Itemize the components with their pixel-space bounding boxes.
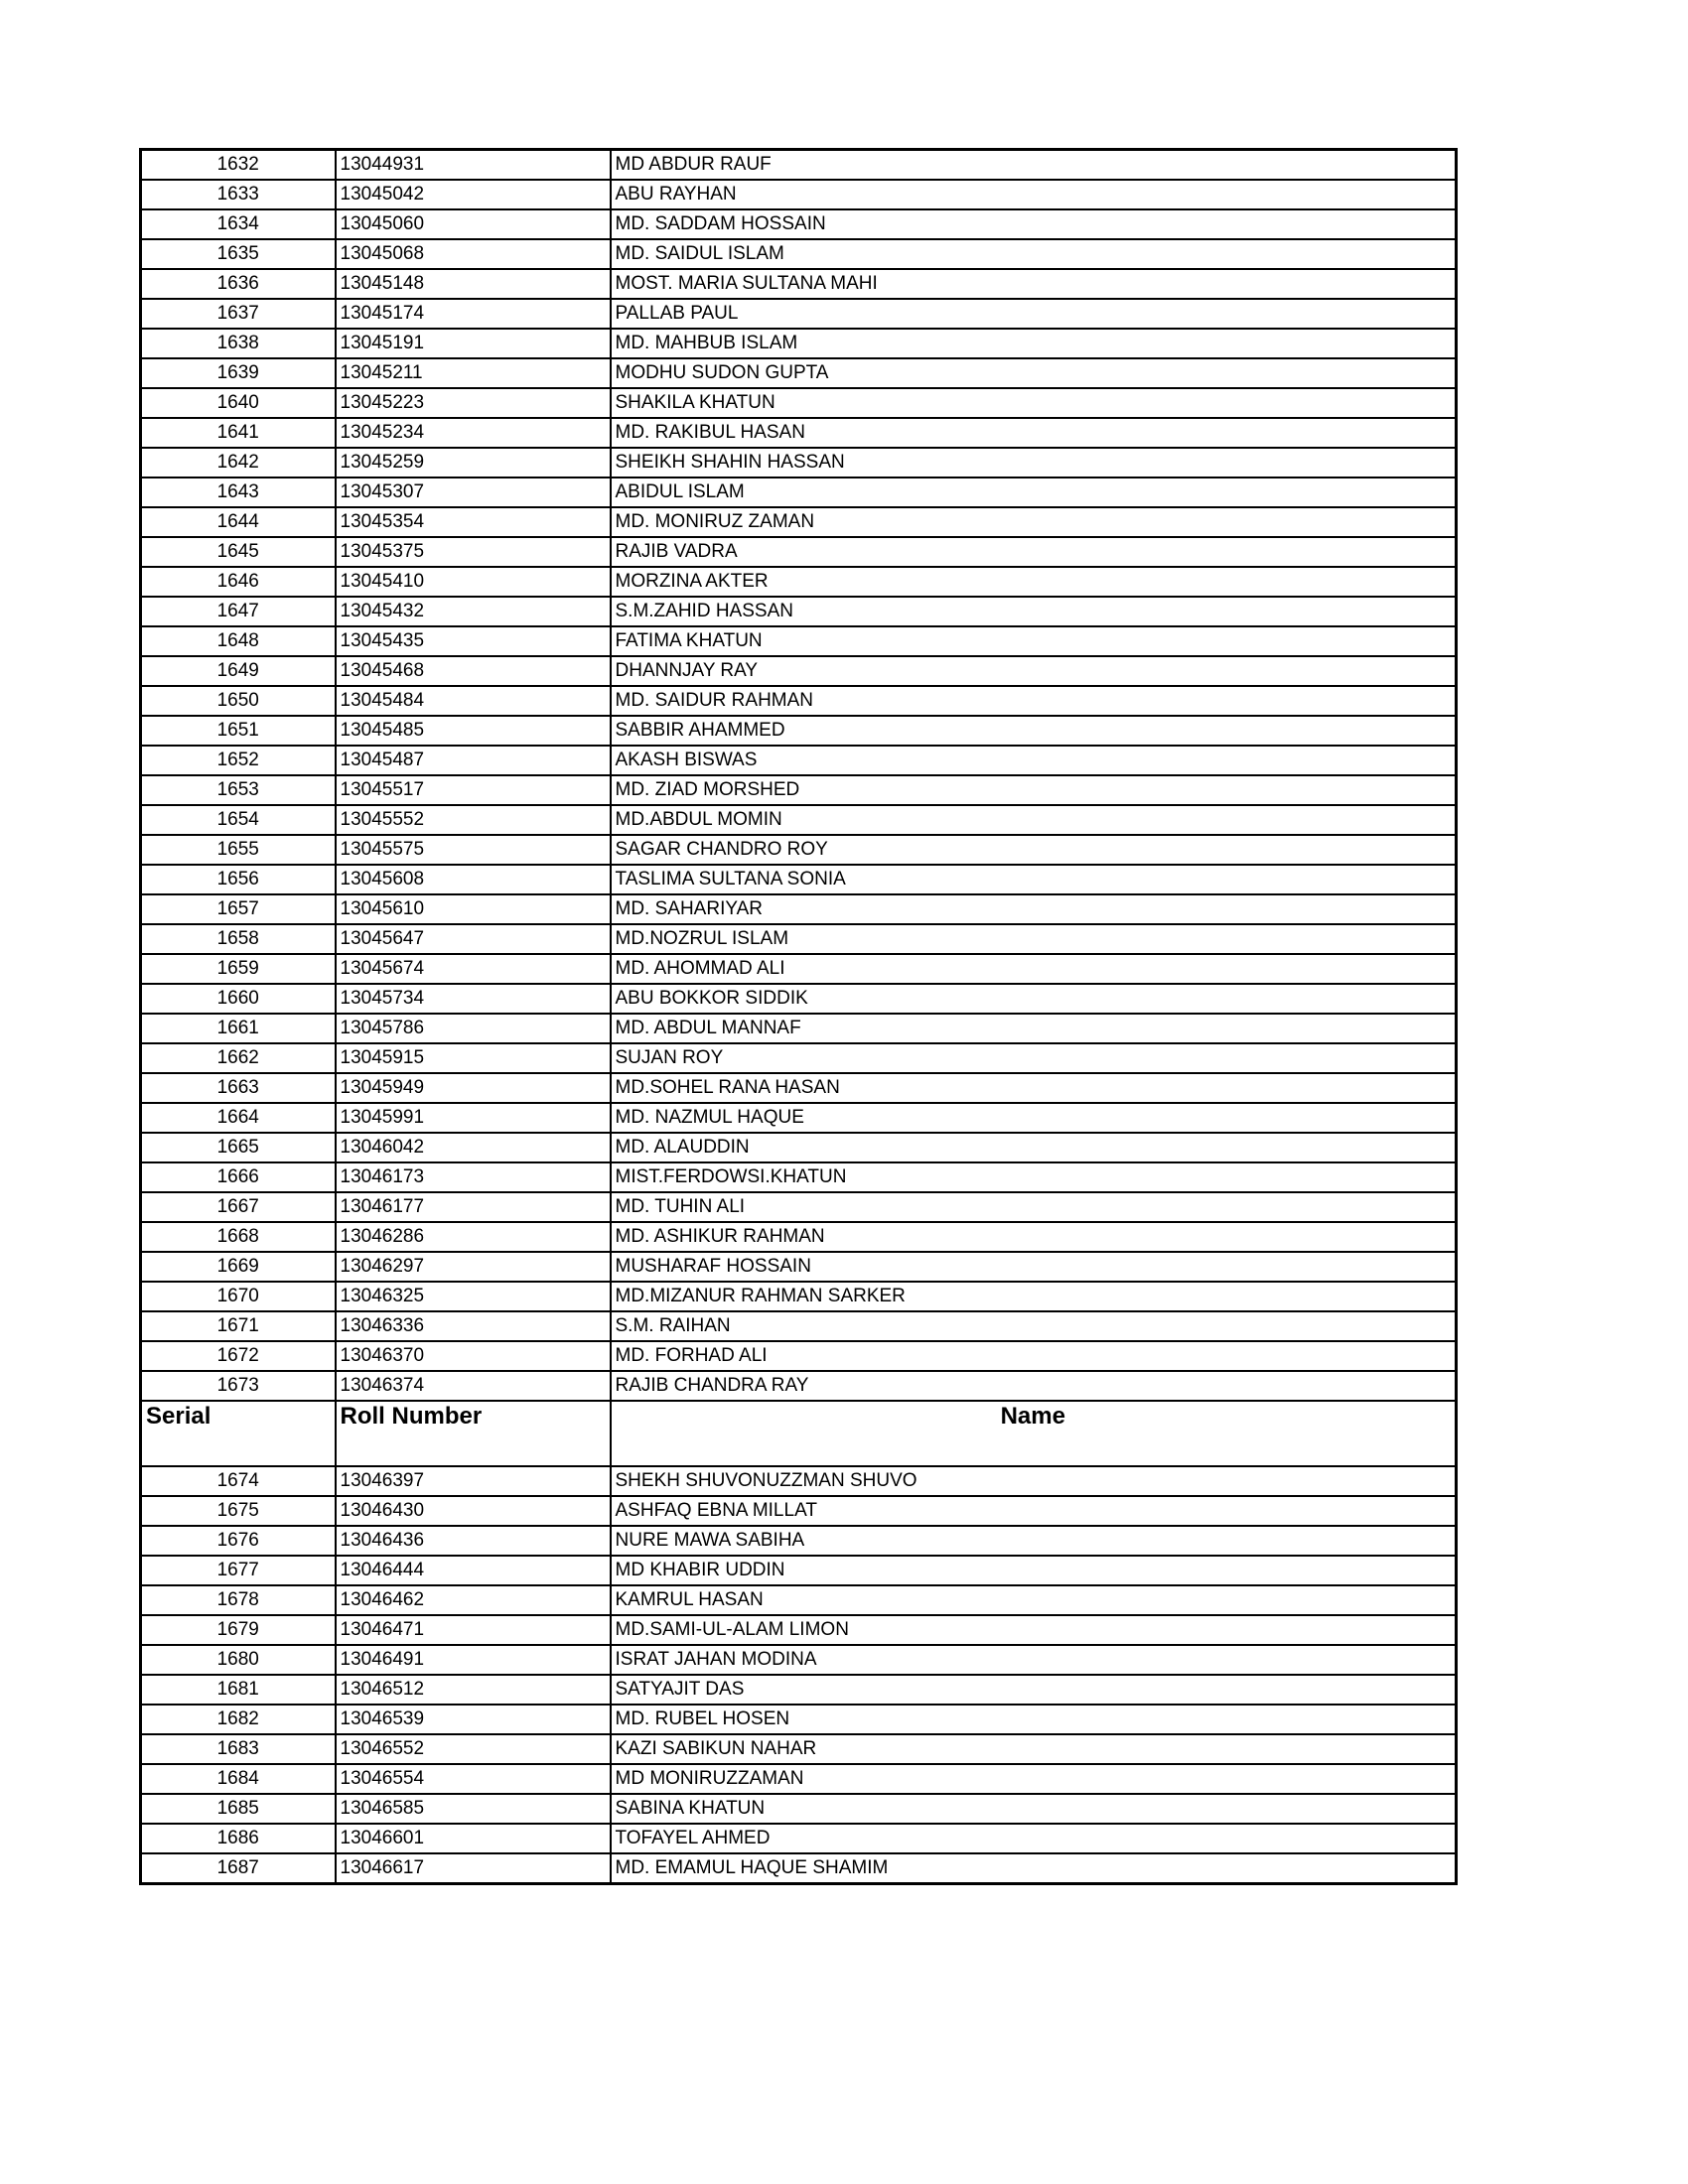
serial-cell: 1683 — [141, 1734, 336, 1764]
table-row — [141, 478, 1457, 507]
table-row — [141, 180, 1457, 209]
roll-number-cell: 13045517 — [336, 775, 611, 805]
name-cell: MD. MAHBUB ISLAM — [611, 329, 1457, 358]
serial-cell: 1649 — [141, 656, 336, 686]
name-cell: MD. NAZMUL HAQUE — [611, 1103, 1457, 1133]
table-row — [141, 567, 1457, 597]
roll-number-cell: 13045608 — [336, 865, 611, 894]
name-cell: SHEIKH SHAHIN HASSAN — [611, 448, 1457, 478]
table-row — [141, 1133, 1457, 1162]
serial-cell: 1661 — [141, 1014, 336, 1043]
name-cell: KAZI SABIKUN NAHAR — [611, 1734, 1457, 1764]
serial-cell: 1681 — [141, 1675, 336, 1705]
table-row — [141, 1615, 1457, 1645]
serial-cell: 1675 — [141, 1496, 336, 1526]
roll-number-cell: 13046286 — [336, 1222, 611, 1252]
roll-number-cell: 13045786 — [336, 1014, 611, 1043]
serial-cell: 1677 — [141, 1556, 336, 1585]
serial-cell: 1679 — [141, 1615, 336, 1645]
roll-number-cell: 13046173 — [336, 1162, 611, 1192]
roll-number-cell: 13045259 — [336, 448, 611, 478]
name-cell: MD. EMAMUL HAQUE SHAMIM — [611, 1853, 1457, 1884]
roll-number-cell: 13046042 — [336, 1133, 611, 1162]
name-cell: SHAKILA KHATUN — [611, 388, 1457, 418]
table-row — [141, 209, 1457, 239]
serial-cell: 1674 — [141, 1466, 336, 1496]
roll-number-cell: 13046539 — [336, 1705, 611, 1734]
serial-cell: 1671 — [141, 1311, 336, 1341]
serial-cell: 1638 — [141, 329, 336, 358]
roll-number-cell: 13046325 — [336, 1282, 611, 1311]
serial-cell: 1659 — [141, 954, 336, 984]
serial-cell: 1666 — [141, 1162, 336, 1192]
roll-number-cell: 13046552 — [336, 1734, 611, 1764]
roll-number-cell: 13045734 — [336, 984, 611, 1014]
name-cell: MORZINA AKTER — [611, 567, 1457, 597]
name-cell: MD. RAKIBUL HASAN — [611, 418, 1457, 448]
table-row — [141, 1734, 1457, 1764]
roll-number-cell: 13045915 — [336, 1043, 611, 1073]
serial-cell: 1645 — [141, 537, 336, 567]
serial-cell: 1636 — [141, 269, 336, 299]
roll-number-cell: 13046601 — [336, 1824, 611, 1853]
table-row — [141, 894, 1457, 924]
table-row — [141, 1764, 1457, 1794]
serial-cell: 1642 — [141, 448, 336, 478]
serial-cell: 1648 — [141, 626, 336, 656]
roll-number-cell: 13046177 — [336, 1192, 611, 1222]
roll-number-cell: 13046297 — [336, 1252, 611, 1282]
name-cell: S.M.ZAHID HASSAN — [611, 597, 1457, 626]
table-body-second-block — [141, 1466, 1457, 1884]
roll-number-cell: 13045234 — [336, 418, 611, 448]
roll-number-cell: 13046617 — [336, 1853, 611, 1884]
table-row — [141, 1824, 1457, 1853]
table-row — [141, 388, 1457, 418]
roll-number-cell: 13046436 — [336, 1526, 611, 1556]
table-row — [141, 1014, 1457, 1043]
name-cell: MD. ABDUL MANNAF — [611, 1014, 1457, 1043]
roll-number-cell: 13046585 — [336, 1794, 611, 1824]
name-cell: MD.SAMI-UL-ALAM LIMON — [611, 1615, 1457, 1645]
table-row — [141, 1526, 1457, 1556]
serial-cell: 1673 — [141, 1371, 336, 1401]
name-cell: MD.NOZRUL ISLAM — [611, 924, 1457, 954]
roll-number-cell: 13046374 — [336, 1371, 611, 1401]
table-row — [141, 1073, 1457, 1103]
table-row — [141, 1252, 1457, 1282]
name-cell: SATYAJIT DAS — [611, 1675, 1457, 1705]
roll-number-cell: 13046370 — [336, 1341, 611, 1371]
name-cell: FATIMA KHATUN — [611, 626, 1457, 656]
header-serial: Serial — [141, 1401, 336, 1466]
serial-cell: 1654 — [141, 805, 336, 835]
serial-cell: 1653 — [141, 775, 336, 805]
roll-number-cell: 13046491 — [336, 1645, 611, 1675]
name-cell: MD.SOHEL RANA HASAN — [611, 1073, 1457, 1103]
name-cell: ISRAT JAHAN MODINA — [611, 1645, 1457, 1675]
roll-number-cell: 13045068 — [336, 239, 611, 269]
table-row — [141, 358, 1457, 388]
roll-number-cell: 13045575 — [336, 835, 611, 865]
name-cell: S.M. RAIHAN — [611, 1311, 1457, 1341]
name-cell: ABU BOKKOR SIDDIK — [611, 984, 1457, 1014]
header-name: Name — [611, 1401, 1457, 1466]
name-cell: SABINA KHATUN — [611, 1794, 1457, 1824]
serial-cell: 1633 — [141, 180, 336, 209]
name-cell: MD.MIZANUR RAHMAN SARKER — [611, 1282, 1457, 1311]
name-cell: PALLAB PAUL — [611, 299, 1457, 329]
serial-cell: 1678 — [141, 1585, 336, 1615]
table-row — [141, 954, 1457, 984]
serial-cell: 1643 — [141, 478, 336, 507]
table-row — [141, 150, 1457, 181]
table-row — [141, 1043, 1457, 1073]
roll-number-cell: 13045410 — [336, 567, 611, 597]
table-row — [141, 239, 1457, 269]
name-cell: RAJIB CHANDRA RAY — [611, 1371, 1457, 1401]
name-cell: MD ABDUR RAUF — [611, 150, 1457, 181]
name-cell: MOST. MARIA SULTANA MAHI — [611, 269, 1457, 299]
serial-cell: 1651 — [141, 716, 336, 746]
serial-cell: 1647 — [141, 597, 336, 626]
serial-cell: 1684 — [141, 1764, 336, 1794]
table-row — [141, 1705, 1457, 1734]
table-row — [141, 1371, 1457, 1401]
serial-cell: 1634 — [141, 209, 336, 239]
table-row — [141, 626, 1457, 656]
roll-number-cell: 13045487 — [336, 746, 611, 775]
roll-number-cell: 13045432 — [336, 597, 611, 626]
table-row — [141, 865, 1457, 894]
name-cell: MD KHABIR UDDIN — [611, 1556, 1457, 1585]
serial-cell: 1669 — [141, 1252, 336, 1282]
column-header-row — [141, 1401, 1457, 1466]
table-row — [141, 1466, 1457, 1496]
name-cell: MD. ALAUDDIN — [611, 1133, 1457, 1162]
serial-cell: 1650 — [141, 686, 336, 716]
serial-cell: 1662 — [141, 1043, 336, 1073]
name-cell: MD. RUBEL HOSEN — [611, 1705, 1457, 1734]
name-cell: AKASH BISWAS — [611, 746, 1457, 775]
serial-cell: 1644 — [141, 507, 336, 537]
name-cell: MD. ASHIKUR RAHMAN — [611, 1222, 1457, 1252]
name-cell: KAMRUL HASAN — [611, 1585, 1457, 1615]
name-cell: ABIDUL ISLAM — [611, 478, 1457, 507]
serial-cell: 1652 — [141, 746, 336, 775]
serial-cell: 1672 — [141, 1341, 336, 1371]
serial-cell: 1655 — [141, 835, 336, 865]
serial-cell: 1686 — [141, 1824, 336, 1853]
name-cell: MD. AHOMMAD ALI — [611, 954, 1457, 984]
name-cell: SABBIR AHAMMED — [611, 716, 1457, 746]
roll-number-cell: 13046471 — [336, 1615, 611, 1645]
name-cell: MD. SADDAM HOSSAIN — [611, 209, 1457, 239]
table-row — [141, 1222, 1457, 1252]
name-cell: ABU RAYHAN — [611, 180, 1457, 209]
serial-cell: 1680 — [141, 1645, 336, 1675]
serial-cell: 1667 — [141, 1192, 336, 1222]
table-row — [141, 269, 1457, 299]
header-roll-number: Roll Number — [336, 1401, 611, 1466]
roll-number-cell: 13045191 — [336, 329, 611, 358]
roll-number-cell: 13045552 — [336, 805, 611, 835]
roll-number-cell: 13045991 — [336, 1103, 611, 1133]
table-row — [141, 716, 1457, 746]
serial-cell: 1664 — [141, 1103, 336, 1133]
roll-number-cell: 13045174 — [336, 299, 611, 329]
serial-cell: 1687 — [141, 1853, 336, 1884]
roll-number-cell: 13045610 — [336, 894, 611, 924]
table-row — [141, 299, 1457, 329]
name-cell: RAJIB VADRA — [611, 537, 1457, 567]
table-row — [141, 1645, 1457, 1675]
table-row — [141, 418, 1457, 448]
roll-number-cell: 13045060 — [336, 209, 611, 239]
table-row — [141, 686, 1457, 716]
roll-number-cell: 13046512 — [336, 1675, 611, 1705]
serial-cell: 1656 — [141, 865, 336, 894]
table-row — [141, 537, 1457, 567]
name-cell: SAGAR CHANDRO ROY — [611, 835, 1457, 865]
roll-number-cell: 13045307 — [336, 478, 611, 507]
table-row — [141, 1103, 1457, 1133]
serial-cell: 1657 — [141, 894, 336, 924]
table-row — [141, 1794, 1457, 1824]
name-cell: SHEKH SHUVONUZZMAN SHUVO — [611, 1466, 1457, 1496]
name-cell: NURE MAWA SABIHA — [611, 1526, 1457, 1556]
table-row — [141, 1162, 1457, 1192]
roll-number-cell: 13045468 — [336, 656, 611, 686]
name-cell: TOFAYEL AHMED — [611, 1824, 1457, 1853]
table-header-group — [141, 1401, 1457, 1466]
name-cell: MD. SAHARIYAR — [611, 894, 1457, 924]
name-cell: ASHFAQ EBNA MILLAT — [611, 1496, 1457, 1526]
table-row — [141, 329, 1457, 358]
roll-number-cell: 13045485 — [336, 716, 611, 746]
name-cell: MD. TUHIN ALI — [611, 1192, 1457, 1222]
roll-number-cell: 13045375 — [336, 537, 611, 567]
name-cell: SUJAN ROY — [611, 1043, 1457, 1073]
name-cell: MIST.FERDOWSI.KHATUN — [611, 1162, 1457, 1192]
serial-cell: 1663 — [141, 1073, 336, 1103]
roll-number-cell: 13045674 — [336, 954, 611, 984]
table-row — [141, 448, 1457, 478]
results-table — [139, 148, 1458, 1885]
table-row — [141, 507, 1457, 537]
roll-number-cell: 13046444 — [336, 1556, 611, 1585]
table-row — [141, 984, 1457, 1014]
roll-number-cell: 13046336 — [336, 1311, 611, 1341]
table-row — [141, 597, 1457, 626]
roll-number-cell: 13045042 — [336, 180, 611, 209]
roll-number-cell: 13045484 — [336, 686, 611, 716]
roll-number-cell: 13045949 — [336, 1073, 611, 1103]
table-row — [141, 656, 1457, 686]
table-row — [141, 1311, 1457, 1341]
serial-cell: 1685 — [141, 1794, 336, 1824]
table-row — [141, 1192, 1457, 1222]
table-row — [141, 1496, 1457, 1526]
table-row — [141, 805, 1457, 835]
serial-cell: 1635 — [141, 239, 336, 269]
name-cell: MD. SAIDUR RAHMAN — [611, 686, 1457, 716]
serial-cell: 1637 — [141, 299, 336, 329]
serial-cell: 1640 — [141, 388, 336, 418]
table-row — [141, 746, 1457, 775]
table-row — [141, 775, 1457, 805]
name-cell: MD. SAIDUL ISLAM — [611, 239, 1457, 269]
table-row — [141, 1556, 1457, 1585]
serial-cell: 1658 — [141, 924, 336, 954]
name-cell: DHANNJAY RAY — [611, 656, 1457, 686]
serial-cell: 1639 — [141, 358, 336, 388]
roll-number-cell: 13046397 — [336, 1466, 611, 1496]
roll-number-cell: 13045647 — [336, 924, 611, 954]
roll-number-cell: 13045148 — [336, 269, 611, 299]
name-cell: MD MONIRUZZAMAN — [611, 1764, 1457, 1794]
serial-cell: 1641 — [141, 418, 336, 448]
table-row — [141, 1282, 1457, 1311]
name-cell: MODHU SUDON GUPTA — [611, 358, 1457, 388]
roll-number-cell: 13046430 — [336, 1496, 611, 1526]
name-cell: MD.ABDUL MOMIN — [611, 805, 1457, 835]
name-cell: MUSHARAF HOSSAIN — [611, 1252, 1457, 1282]
table-row — [141, 835, 1457, 865]
roll-number-cell: 13045211 — [336, 358, 611, 388]
serial-cell: 1660 — [141, 984, 336, 1014]
roll-number-cell: 13045354 — [336, 507, 611, 537]
roll-number-cell: 13046462 — [336, 1585, 611, 1615]
serial-cell: 1668 — [141, 1222, 336, 1252]
table-row — [141, 1675, 1457, 1705]
table-row — [141, 1341, 1457, 1371]
serial-cell: 1632 — [141, 150, 336, 181]
serial-cell: 1682 — [141, 1705, 336, 1734]
serial-cell: 1670 — [141, 1282, 336, 1311]
roll-number-cell: 13045223 — [336, 388, 611, 418]
roll-number-cell: 13045435 — [336, 626, 611, 656]
table-row — [141, 924, 1457, 954]
serial-cell: 1646 — [141, 567, 336, 597]
roll-number-cell: 13046554 — [336, 1764, 611, 1794]
table-body-first-block — [141, 150, 1457, 1402]
serial-cell: 1676 — [141, 1526, 336, 1556]
name-cell: MD. FORHAD ALI — [611, 1341, 1457, 1371]
name-cell: TASLIMA SULTANA SONIA — [611, 865, 1457, 894]
roll-number-cell: 13044931 — [336, 150, 611, 181]
serial-cell: 1665 — [141, 1133, 336, 1162]
name-cell: MD. ZIAD MORSHED — [611, 775, 1457, 805]
name-cell: MD. MONIRUZ ZAMAN — [611, 507, 1457, 537]
table-row — [141, 1585, 1457, 1615]
table-row — [141, 1853, 1457, 1884]
